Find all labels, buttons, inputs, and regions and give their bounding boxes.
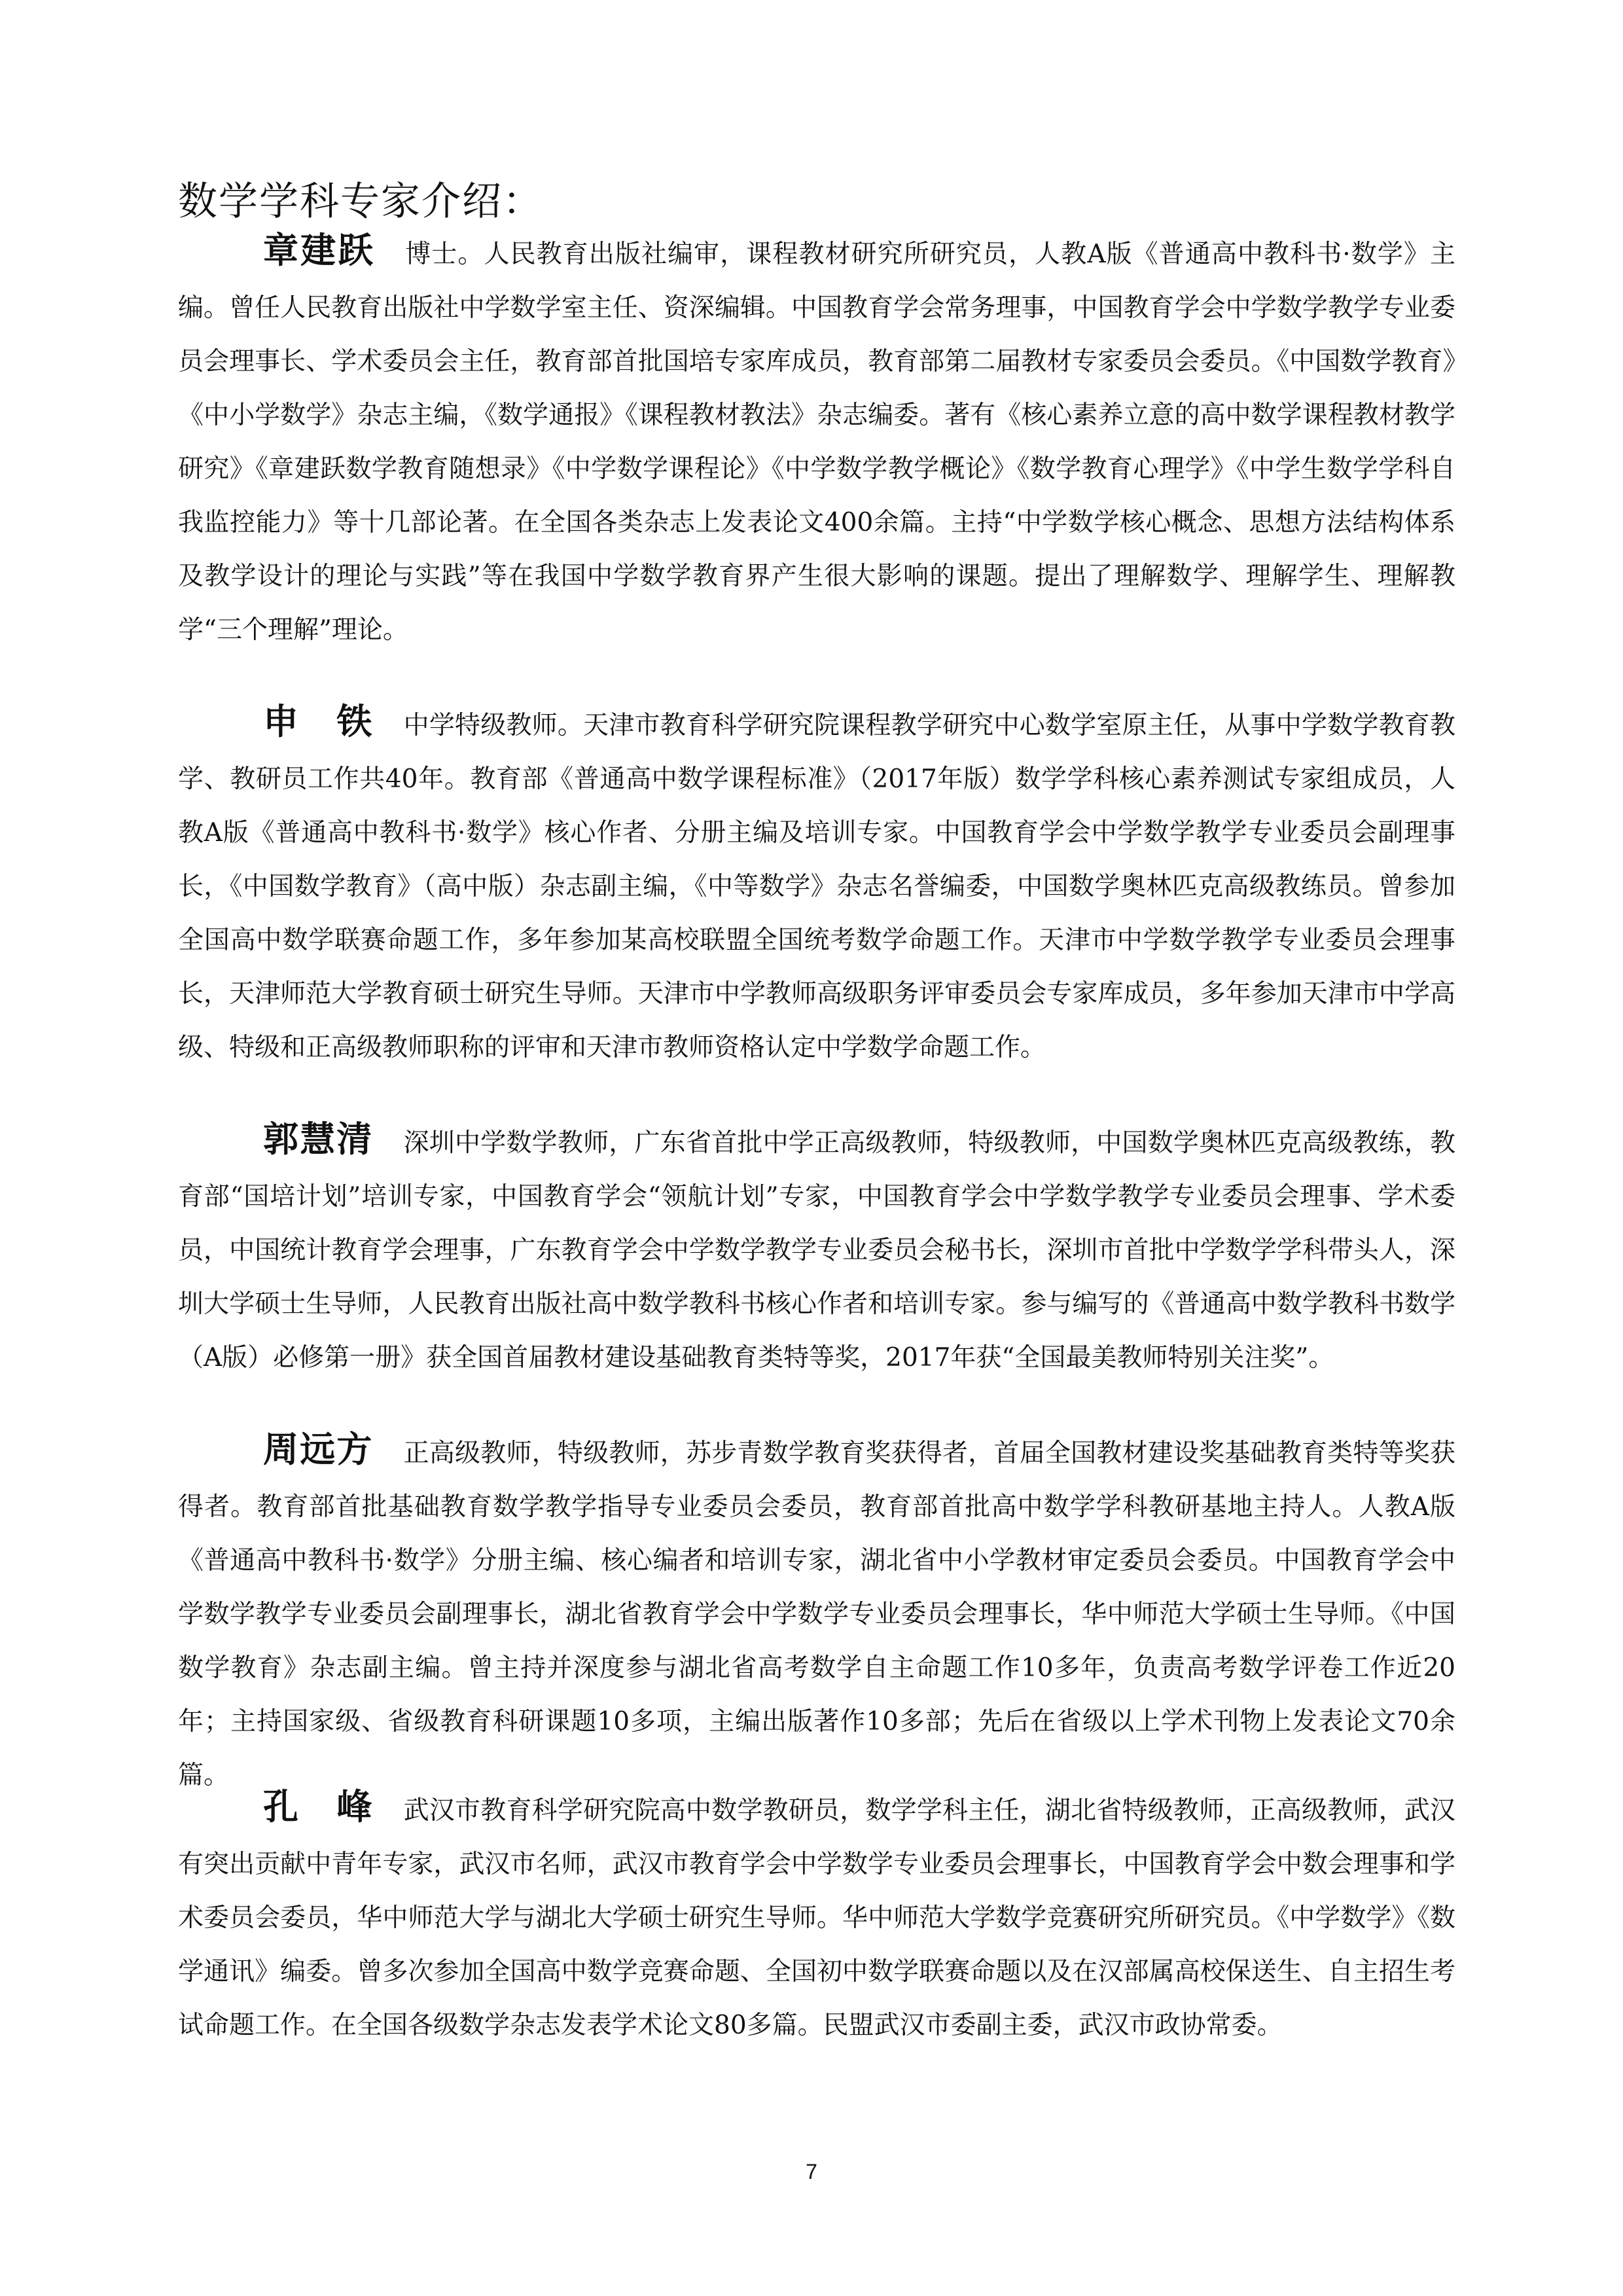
expert-name: 郭慧清: [263, 1119, 374, 1160]
page-number: 7: [806, 2160, 817, 2183]
expert-bio: 正高级教师，特级教师，苏步青数学教育奖获得者，首届全国教材建设奖基础教育类特等奖获得者。教育部首批基础教育数学教学指导专业委员会委员，教育部首批高中数学学科教研基地主持人。人教A版《普通高中教科书·数学》分册主编、核心编者和培训专家，湖北省中小学教材审定委员会委员。中国教育学会中学数学教学专业委员会副理事长，湖北省教育学会中学数学专业委员会理事长，华中师范大学硕士生导师。《中国数学教育》杂志副主编。曾主持并深度参与湖北省高考数学自主命题工作10多年，负责高考数学评卷工作近20年；主持国家级、省级教育科研课题10多项，主编出版著作10多部；先后在省级以上学术刊物上发表论文70余篇。: [178, 1439, 1455, 1790]
expert-entry: [178, 1423, 1455, 1803]
page-heading: 数学学科专家介绍：: [178, 179, 543, 224]
expert-bio: 深圳中学数学教师，广东省首批中学正高级教师，特级教师，中国数学奥林匹克高级教练，教育部“国培计划”培训专家，中国教育学会“领航计划”专家，中国教育学会中学数学教学专业委员会理事、学术委员，中国统计教育学会理事，广东教育学会中学数学教学专业委员会秘书长，深圳市首批中学数学学科带头人，深圳大学硕士生导师，人民教育出版社高中数学教科书核心作者和培训专家。参与编写的《普通高中数学教科书数学（A版）必修第一册》获全国首届教材建设基础教育类特等奖，2017年获“全国最美教师特别关注奖”。: [178, 1128, 1455, 1372]
expert-name: 申 铁: [263, 701, 374, 742]
expert-name: 章建跃: [263, 230, 376, 271]
expert-bio: 中学特级教师。天津市教育科学研究院课程教学研究中心数学室原主任，从事中学数学教育教学、教研员工作共40年。教育部《普通高中数学课程标准》（2017年版）数学学科核心素养测试专家组成员，人教A版《普通高中教科书·数学》核心作者、分册主编及培训专家。中国教育学会中学数学教学专业委员会副理事长，《中国数学教育》（高中版）杂志副主编，《中等数学》杂志名誉编委，中国数学奥林匹克高级教练员。曾参加全国高中数学联赛命题工作，多年参加某高校联盟全国统考数学命题工作。天津市中学数学教学专业委员会理事长，天津师范大学教育硕士研究生导师。天津市中学教师高级职务评审委员会专家库成员，多年参加天津市中学高级、特级和正高级教师职称的评审和天津市教师资格认定中学数学命题工作。: [178, 711, 1455, 1062]
expert-entry: [178, 695, 1455, 1075]
expert-entry: [178, 224, 1455, 657]
expert-bio: 博士。人民教育出版社编审，课程教材研究所研究员，人教A版《普通高中教科书·数学》主编。曾任人民教育出版社中学数学室主任、资深编辑。中国教育学会常务理事，中国教育学会中学数学教学专业委员会理事长、学术委员会主任，教育部首批国培专家库成员，教育部第二届教材专家委员会委员。《中国数学教育》《中小学数学》杂志主编，《数学通报》《课程教材教法》杂志编委。著有《核心素养立意的高中数学课程教材教学研究》《章建跃数学教育随想录》《中学数学课程论》《中学数学教学概论》《数学教育心理学》《中学生数学学科自我监控能力》等十几部论著。在全国各类杂志上发表论文400余篇。主持“中学数学核心概念、思想方法结构体系及教学设计的理论与实践”等在我国中学数学教育界产生很大影响的课题。提出了理解数学、理解学生、理解教学“三个理解”理论。: [178, 240, 1455, 645]
expert-name: 周远方: [263, 1429, 374, 1470]
expert-bio: 武汉市教育科学研究院高中数学教研员，数学学科主任，湖北省特级教师，正高级教师，武汉有突出贡献中青年专家，武汉市名师，武汉市教育学会中学数学专业委员会理事长，中国教育学会中数会理事和学术委员会委员，华中师范大学与湖北大学硕士研究生导师。华中师范大学数学竞赛研究所研究员。《中学数学》《数学通讯》编委。曾多次参加全国高中数学竞赛命题、全国初中数学联赛命题以及在汉部属高校保送生、自主招生考试命题工作。在全国各级数学杂志发表学术论文80多篇。民盟武汉市委副主委，武汉市政协常委。: [178, 1796, 1455, 2040]
expert-name: 孔 峰: [263, 1786, 374, 1827]
expert-entry: [178, 1113, 1455, 1385]
expert-entry: [178, 1780, 1455, 2053]
